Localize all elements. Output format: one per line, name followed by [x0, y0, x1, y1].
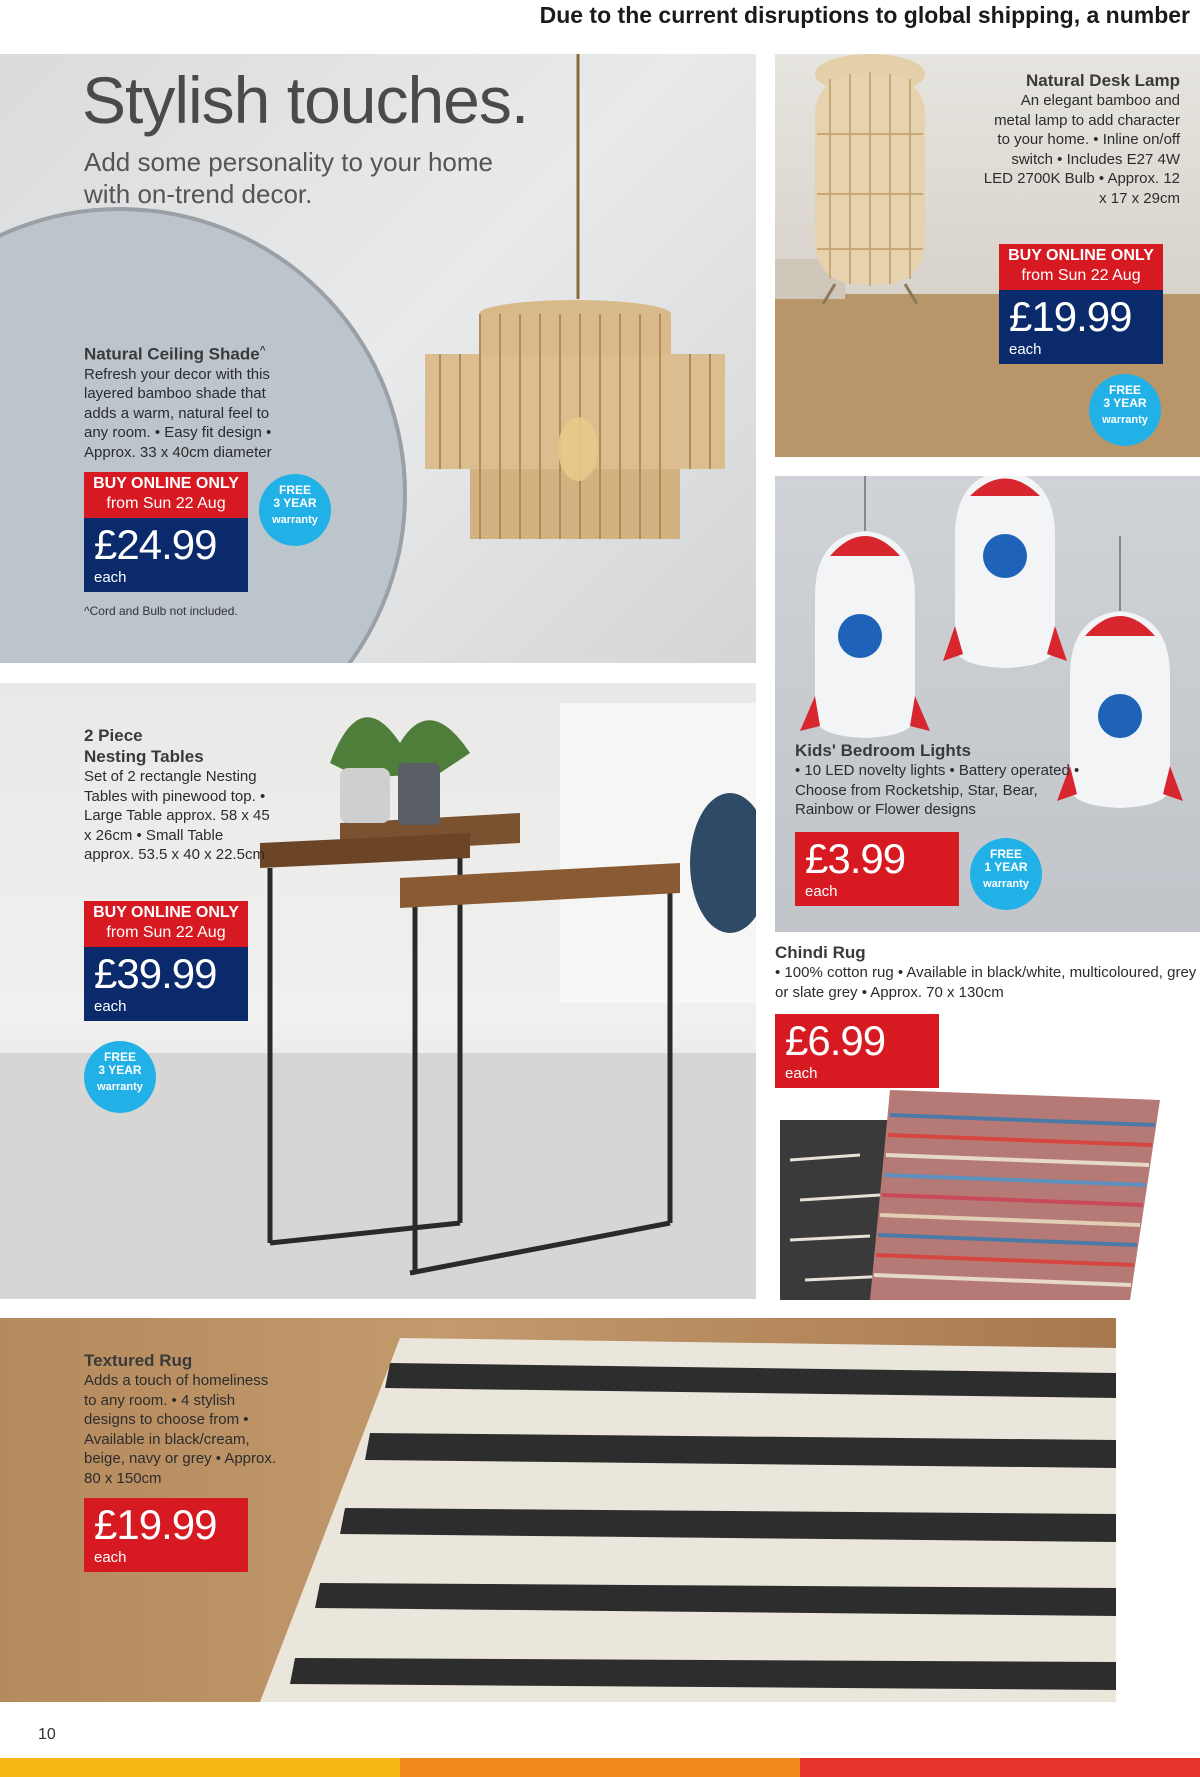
desk-lamp-text: [980, 70, 1180, 208]
textured-rug-price: £19.99: [94, 1501, 217, 1548]
bottom-color-stripe: [0, 1758, 1200, 1777]
ceiling-shade-note: ^Cord and Bulb not included.: [84, 604, 238, 618]
shipping-notice: Due to the current disruptions to global shipping, a number: [539, 2, 1190, 28]
desk-lamp-online-banner: BUY ONLINE ONLY from Sun 22 Aug: [999, 244, 1163, 290]
rocket-light-left: [800, 531, 930, 738]
ceiling-shade-warranty-badge: FREE 3 YEAR warranty: [259, 474, 331, 546]
desk-lamp-price: £19.99: [1009, 293, 1132, 340]
desk-lamp-unit: each: [1009, 341, 1042, 358]
chindi-rug-illustration: [780, 1060, 1170, 1300]
nesting-tables-description: Set of 2 rectangle Nesting Tables with pinewood top. • Large Table approx. 58 x 45 x 26cm • Small Table approx. 53.5 x 40 x 22.5cm: [84, 768, 270, 863]
ceiling-shade-title: Natural Ceiling Shade^: [84, 344, 266, 364]
chindi-rug-price: £6.99: [785, 1017, 886, 1064]
page-number: 10: [38, 1726, 56, 1743]
desk-lamp-panel: [775, 54, 1200, 457]
stripe-orange: [400, 1758, 800, 1777]
rocket-light-center: [943, 476, 1067, 668]
page-subheadline: Add some personality to your home with on-trend decor.: [84, 147, 493, 209]
bedroom-lights-price: £3.99: [805, 835, 906, 882]
bedroom-lights-description: • 10 LED novelty lights • Battery operated • Choose from Rocketship, Star, Bear, Rainbow or Flower designs: [795, 762, 1080, 818]
chindi-rug-title: Chindi Rug: [775, 943, 866, 962]
bedroom-lights-price-tag: [795, 832, 959, 906]
bedroom-lights-unit: each: [805, 883, 838, 900]
nesting-tables-unit: each: [94, 998, 127, 1015]
textured-rug-panel: [0, 1318, 1116, 1702]
nesting-tables-text: [84, 725, 274, 865]
desk-lamp-title: Natural Desk Lamp: [1026, 71, 1180, 90]
textured-rug-description: Adds a touch of homeliness to any room. • 4 stylish designs to choose from • Available in black/cream, beige, navy or grey • Approx. 80 x 150cm: [84, 1372, 277, 1487]
ceiling-shade-price-tag: [84, 518, 248, 592]
nesting-tables-warranty-badge: FREE 3 YEAR warranty: [84, 1041, 156, 1113]
ceiling-shade-unit: each: [94, 569, 127, 586]
ceiling-shade-text: [84, 340, 294, 462]
ceiling-shade-panel: [0, 54, 756, 663]
ceiling-shade-price: £24.99: [94, 521, 217, 568]
bedroom-lights-title: Kids' Bedroom Lights: [795, 741, 971, 760]
nesting-tables-price: £39.99: [94, 950, 217, 997]
bedroom-lights-warranty-badge: FREE 1 YEAR warranty: [970, 838, 1042, 910]
page-headline: Stylish touches.: [82, 63, 529, 137]
nesting-tables-panel: [0, 683, 756, 1299]
stripe-red: [800, 1758, 1200, 1777]
bedroom-lights-text: [795, 740, 1085, 820]
chindi-rug-description: • 100% cotton rug • Available in black/white, multicoloured, grey or slate grey • Approx. 70 x 130cm: [775, 964, 1197, 1001]
nesting-tables-price-tag: [84, 947, 248, 1021]
textured-rug-text: [84, 1350, 284, 1488]
desk-lamp-warranty-badge: FREE 3 YEAR warranty: [1089, 374, 1161, 446]
textured-rug-title: Textured Rug: [84, 1351, 193, 1370]
nesting-tables-online-banner: BUY ONLINE ONLY from Sun 22 Aug: [84, 901, 248, 947]
chindi-rug-text: [775, 942, 1200, 1002]
desk-lamp-description: An elegant bamboo and metal lamp to add character to your home. • Inline on/off switch • Includes E27 4W LED 2700K Bulb • Approx. 12 x 17 x 29cm: [983, 92, 1180, 207]
textured-rug-unit: each: [94, 1549, 127, 1566]
desk-lamp-price-tag: [999, 290, 1163, 364]
chindi-rug-unit: each: [785, 1065, 818, 1082]
nesting-tables-title-line1: 2 Piece: [84, 726, 143, 745]
bedroom-lights-panel: [775, 476, 1200, 932]
textured-rug-price-tag: [84, 1498, 248, 1572]
ceiling-shade-description: Refresh your decor with this layered bamboo shade that adds a warm, natural feel to any room. • Easy fit design • Approx. 33 x 40cm diameter: [84, 365, 272, 461]
ceiling-shade-online-banner: BUY ONLINE ONLY from Sun 22 Aug: [84, 472, 248, 518]
nesting-tables-title-line2: Nesting Tables: [84, 747, 204, 766]
stripe-yellow: [0, 1758, 400, 1777]
